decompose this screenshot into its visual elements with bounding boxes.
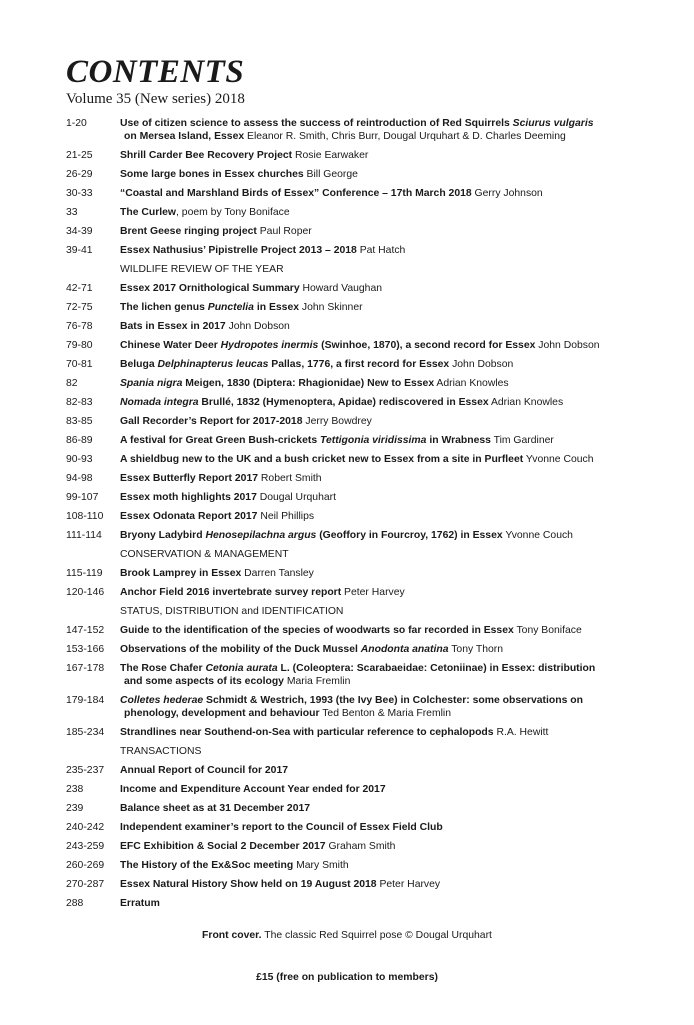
toc-entry (66, 244, 666, 257)
toc-entry-text: Strandlines near Southend-on-Sea with particular reference to cephalopods R.A. Hewitt (120, 727, 549, 738)
toc-entry (66, 840, 666, 853)
toc-entry-text: Observations of the mobility of the Duck Mussel Anodonta anatina Tony Thorn (120, 644, 504, 655)
toc-page-range: 82-83 (66, 397, 93, 408)
toc-entry-text: Some large bones in Essex churches Bill George (120, 169, 358, 180)
toc-entry (66, 510, 666, 523)
toc-section-heading (66, 605, 666, 618)
toc-page-range: 33 (66, 207, 78, 218)
toc-entry (66, 301, 666, 314)
toc-entry-text: Anchor Field 2016 invertebrate survey report Peter Harvey (120, 587, 405, 598)
toc-section-heading (66, 548, 666, 561)
toc-entry-text: Bryony Ladybird Henosepilachna argus (Geoffory in Fourcroy, 1762) in Essex Yvonne Couch (120, 530, 573, 541)
toc-entry-text: Bats in Essex in 2017 John Dobson (120, 321, 290, 332)
toc-entry-text: “Coastal and Marshland Birds of Essex” Conference – 17th March 2018 Gerry Johnson (120, 188, 543, 199)
toc-page-range: 240-242 (66, 822, 105, 833)
toc-entry-text: Colletes hederae Schmidt & Westrich, 1993 (the Ivy Bee) in Colchester: some observations on phenology, development and behaviour Ted Benton & Maria Fremlin (120, 695, 583, 719)
toc-entry (66, 694, 666, 720)
toc-entry (66, 859, 666, 872)
toc-page-range: 260-269 (66, 860, 105, 871)
toc-page-range: 86-89 (66, 435, 93, 446)
toc-entry (66, 821, 666, 834)
toc-entry-text: EFC Exhibition & Social 2 December 2017 Graham Smith (120, 841, 396, 852)
toc-entry-text: The Rose Chafer Cetonia aurata L. (Coleoptera: Scarabaeidae: Cetoniinae) in Essex: distribution and some aspects of its ecology Maria Fremlin (120, 663, 596, 687)
toc-entry-text: Nomada integra Brullé, 1832 (Hymenoptera, Apidae) rediscovered in Essex Adrian Knowles (120, 397, 564, 408)
toc-entry (66, 878, 666, 891)
toc-section-label: STATUS, DISTRIBUTION and IDENTIFICATION (120, 606, 344, 617)
toc-entry-text: Income and Expenditure Account Year ended for 2017 (120, 784, 386, 795)
toc-page-range: 99-107 (66, 492, 99, 503)
toc-entry-text: Brent Geese ringing project Paul Roper (120, 226, 312, 237)
toc-section-heading (66, 263, 666, 276)
front-cover-text: The classic Red Squirrel pose © Dougal Urquhart (261, 930, 492, 941)
toc-page-range: 1-20 (66, 118, 87, 129)
toc-entry (66, 586, 666, 599)
volume-subtitle: Volume 35 (New series) 2018 (66, 91, 245, 107)
front-cover-credit (0, 930, 694, 941)
toc-page-range: 82 (66, 378, 78, 389)
toc-entry-text: Essex moth highlights 2017 Dougal Urquhart (120, 492, 336, 503)
toc-entry-text: Gall Recorder’s Report for 2017-2018 Jerry Bowdrey (120, 416, 372, 427)
toc-page-range: 39-41 (66, 245, 93, 256)
toc-entry-text: Beluga Delphinapterus leucas Pallas, 1776, a first record for Essex John Dobson (120, 359, 514, 370)
toc-entry (66, 339, 666, 352)
toc-entry (66, 434, 666, 447)
toc-page-range: 76-78 (66, 321, 93, 332)
toc-entry (66, 117, 666, 143)
toc-entry (66, 897, 666, 910)
toc-page-range: 42-71 (66, 283, 93, 294)
toc-page-range: 90-93 (66, 454, 93, 465)
toc-page-range: 179-184 (66, 695, 105, 706)
toc-entry (66, 320, 666, 333)
toc-entry-text: The lichen genus Punctelia in Essex John Skinner (120, 302, 363, 313)
toc-entry-text: Brook Lamprey in Essex Darren Tansley (120, 568, 314, 579)
toc-page-range: 235-237 (66, 765, 105, 776)
toc-entry-text: Essex Odonata Report 2017 Neil Phillips (120, 511, 315, 522)
toc-page-range: 79-80 (66, 340, 93, 351)
toc-page-range: 288 (66, 898, 84, 909)
price-note: £15 (free on publication to members) (256, 972, 438, 983)
toc-page-range: 147-152 (66, 625, 105, 636)
toc-entry (66, 764, 666, 777)
toc-section-label: WILDLIFE REVIEW OF THE YEAR (120, 264, 284, 275)
toc-entry (66, 206, 666, 219)
toc-entry (66, 149, 666, 162)
toc-page-range: 30-33 (66, 188, 93, 199)
toc-page-range: 34-39 (66, 226, 93, 237)
toc-entry (66, 643, 666, 656)
toc-page-range: 26-29 (66, 169, 93, 180)
toc-entry-text: Annual Report of Council for 2017 (120, 765, 288, 776)
toc-entry-text: Guide to the identification of the species of woodwarts so far recorded in Essex Tony Boniface (120, 625, 582, 636)
toc-entry-text: The Curlew, poem by Tony Boniface (120, 207, 290, 218)
toc-page-range: 167-178 (66, 663, 105, 674)
toc-page-range: 270-287 (66, 879, 105, 890)
toc-entry (66, 415, 666, 428)
toc-section-heading (66, 745, 666, 758)
toc-entry (66, 396, 666, 409)
toc-entry (66, 453, 666, 466)
page-title: CONTENTS (66, 54, 245, 90)
toc-entry (66, 624, 666, 637)
toc-page-range: 21-25 (66, 150, 93, 161)
toc-entry-text: The History of the Ex&Soc meeting Mary Smith (120, 860, 349, 871)
toc-page-range: 153-166 (66, 644, 105, 655)
toc-entry (66, 491, 666, 504)
toc-entry (66, 529, 666, 542)
toc-entry-text: Essex Butterfly Report 2017 Robert Smith (120, 473, 322, 484)
toc-entry (66, 802, 666, 815)
toc-entry (66, 168, 666, 181)
toc-page-range: 83-85 (66, 416, 93, 427)
toc-entry (66, 225, 666, 238)
toc-page-range: 185-234 (66, 727, 105, 738)
toc-entry (66, 567, 666, 580)
toc-entry-text: A shieldbug new to the UK and a bush cricket new to Essex from a site in Purfleet Yvonne Couch (120, 454, 594, 465)
toc-entry (66, 377, 666, 390)
toc-entry-text: Essex 2017 Ornithological Summary Howard Vaughan (120, 283, 383, 294)
toc-entry-text: Essex Natural History Show held on 19 August 2018 Peter Harvey (120, 879, 441, 890)
toc-entry-text: Use of citizen science to assess the success of reintroduction of Red Squirrels Sciurus vulgaris on Mersea Island, Essex Eleanor R. Smith, Chris Burr, Dougal Urquhart & D. Charles Deeming (120, 118, 594, 142)
front-cover-label: Front cover. (202, 930, 262, 941)
toc-section-label: TRANSACTIONS (120, 746, 202, 757)
toc-entry-text: Independent examiner’s report to the Council of Essex Field Club (120, 822, 443, 833)
toc-entry (66, 472, 666, 485)
toc-page-range: 243-259 (66, 841, 105, 852)
toc-entry (66, 726, 666, 739)
toc-page-range: 108-110 (66, 511, 104, 522)
table-of-contents (66, 117, 666, 916)
toc-page-range: 238 (66, 784, 84, 795)
toc-entry-text: Essex Nathusius’ Pipistrelle Project 2013 – 2018 Pat Hatch (120, 245, 406, 256)
toc-entry (66, 187, 666, 200)
toc-page-range: 70-81 (66, 359, 93, 370)
toc-page-range: 72-75 (66, 302, 93, 313)
toc-entry (66, 662, 666, 688)
toc-page-range: 120-146 (66, 587, 105, 598)
toc-page-range: 111-114 (66, 530, 102, 541)
toc-section-label: CONSERVATION & MANAGEMENT (120, 549, 289, 560)
toc-entry-text: Chinese Water Deer Hydropotes inermis (Swinhoe, 1870), a second record for Essex John Dobson (120, 340, 600, 351)
toc-entry (66, 783, 666, 796)
toc-entry (66, 282, 666, 295)
toc-entry-text: A festival for Great Green Bush-crickets Tettigonia viridissima in Wrabness Tim Gardiner (120, 435, 554, 446)
toc-page-range: 115-119 (66, 568, 103, 579)
toc-page-range: 94-98 (66, 473, 93, 484)
toc-entry (66, 358, 666, 371)
toc-entry-text: Balance sheet as at 31 December 2017 (120, 803, 311, 814)
toc-page-range: 239 (66, 803, 84, 814)
toc-entry-text: Erratum (120, 898, 160, 909)
toc-entry-text: Shrill Carder Bee Recovery Project Rosie Earwaker (120, 150, 369, 161)
toc-entry-text: Spania nigra Meigen, 1830 (Diptera: Rhagionidae) New to Essex Adrian Knowles (120, 378, 509, 389)
